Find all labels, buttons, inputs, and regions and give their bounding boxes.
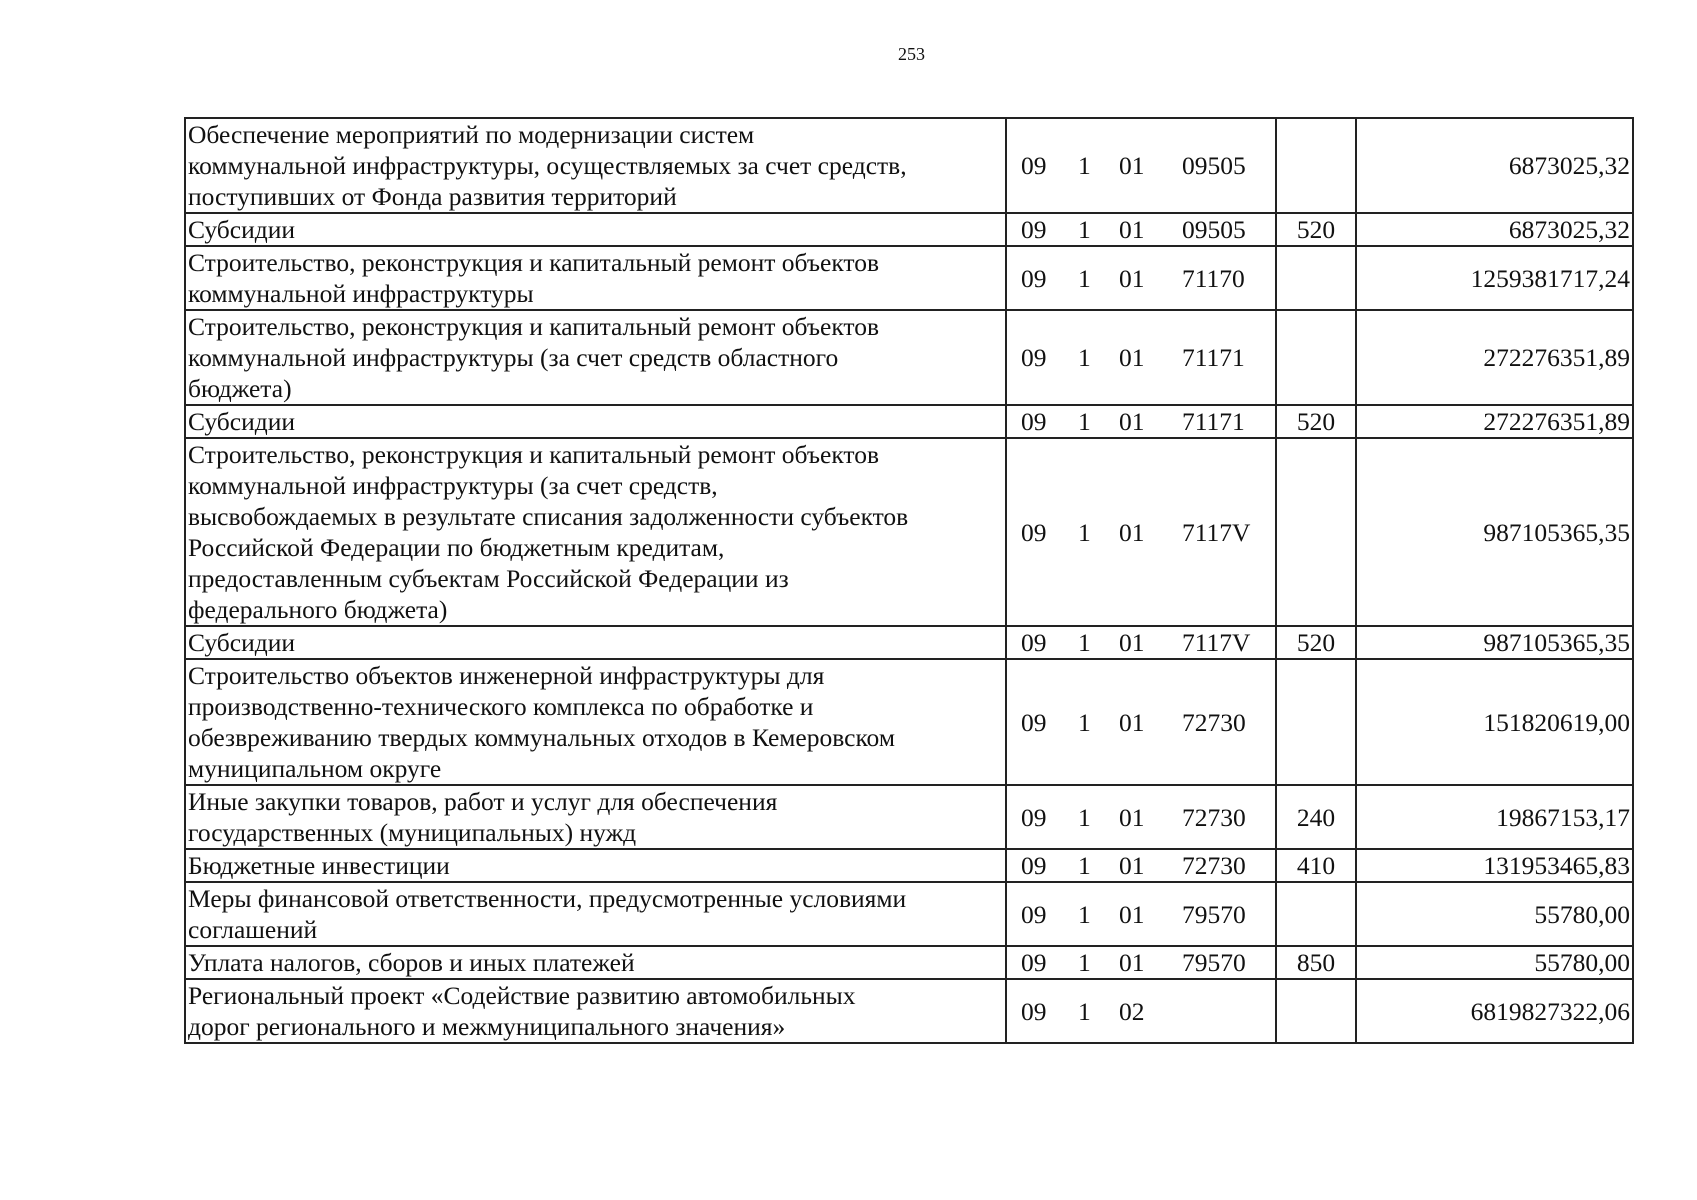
event-code: 01	[1119, 948, 1145, 977]
subprogram-code: 1	[1078, 343, 1091, 372]
expense-type-code: 520	[1276, 626, 1356, 659]
direction-code: 71171	[1182, 407, 1245, 436]
table-row	[185, 785, 1633, 849]
event-code: 02	[1119, 996, 1145, 1026]
row-name: Строительство объектов инженерной инфраструктуры для производственно-технического комплекса по обработке и обезвреживанию твердых коммунальных отходов в Кемеровском муниципальном округе	[188, 661, 895, 783]
subprogram-code: 1	[1078, 899, 1091, 929]
row-code-cell	[1006, 213, 1276, 246]
row-name: Строительство, реконструкция и капитальный ремонт объектов коммунальной инфраструктуры (за счет средств, высвобождаемых в результате списания задолженности субъектов Российской Федерации по бюджетным кредитам, предоставленным субъектам Российской Федерации из федерального бюджета)	[188, 440, 909, 624]
program-code: 09	[1021, 996, 1047, 1026]
program-code: 09	[1021, 517, 1047, 547]
row-name: Строительство, реконструкция и капитальный ремонт объектов коммунальной инфраструктуры	[188, 248, 880, 308]
row-code-cell	[1006, 626, 1276, 659]
expense-type-code: 240	[1276, 785, 1356, 849]
expense-type-code	[1276, 118, 1356, 213]
subprogram-code: 1	[1078, 215, 1091, 244]
table-row	[185, 310, 1633, 405]
subprogram-code: 1	[1078, 802, 1091, 832]
row-name: Иные закупки товаров, работ и услуг для обеспечения государственных (муниципальных) нужд	[188, 787, 778, 847]
expense-type-code	[1276, 882, 1356, 946]
amount: 19867153,17	[1356, 785, 1633, 849]
table-row	[185, 849, 1633, 882]
event-code: 01	[1119, 151, 1145, 180]
row-name-cell	[185, 626, 1006, 659]
event-code: 01	[1119, 517, 1145, 547]
budget-table	[184, 117, 1634, 1044]
expense-type-code	[1276, 659, 1356, 785]
expense-type-code	[1276, 979, 1356, 1043]
row-name-cell	[185, 438, 1006, 626]
row-code-cell	[1006, 246, 1276, 310]
expense-type-code: 410	[1276, 849, 1356, 882]
program-code: 09	[1021, 707, 1047, 737]
row-name-cell	[185, 246, 1006, 310]
table-row	[185, 118, 1633, 213]
event-code: 01	[1119, 343, 1145, 372]
table-row	[185, 246, 1633, 310]
table-row	[185, 438, 1633, 626]
event-code: 01	[1119, 628, 1145, 657]
table-row	[185, 213, 1633, 246]
event-code: 01	[1119, 802, 1145, 832]
subprogram-code: 1	[1078, 151, 1091, 180]
expense-type-code: 850	[1276, 946, 1356, 979]
row-name: Меры финансовой ответственности, предусмотренные условиями соглашений	[188, 884, 907, 944]
row-code-cell	[1006, 405, 1276, 438]
event-code: 01	[1119, 899, 1145, 929]
table-row	[185, 659, 1633, 785]
event-code: 01	[1119, 707, 1145, 737]
expense-type-code	[1276, 438, 1356, 626]
direction-code: 71171	[1182, 343, 1245, 372]
subprogram-code: 1	[1078, 263, 1091, 293]
table-row	[185, 946, 1633, 979]
amount: 1259381717,24	[1356, 246, 1633, 310]
direction-code: 7117V	[1182, 517, 1251, 547]
event-code: 01	[1119, 215, 1145, 244]
row-code-cell	[1006, 785, 1276, 849]
program-code: 09	[1021, 151, 1047, 180]
program-code: 09	[1021, 948, 1047, 977]
row-code-cell	[1006, 882, 1276, 946]
amount: 272276351,89	[1356, 310, 1633, 405]
amount: 6873025,32	[1356, 213, 1633, 246]
row-name-cell	[185, 849, 1006, 882]
table-row	[185, 979, 1633, 1043]
row-code-cell	[1006, 979, 1276, 1043]
subprogram-code: 1	[1078, 851, 1091, 880]
amount: 987105365,35	[1356, 626, 1633, 659]
amount: 272276351,89	[1356, 405, 1633, 438]
direction-code: 7117V	[1182, 628, 1251, 657]
row-name-cell	[185, 882, 1006, 946]
row-name-cell	[185, 213, 1006, 246]
amount: 55780,00	[1356, 946, 1633, 979]
program-code: 09	[1021, 851, 1047, 880]
program-code: 09	[1021, 802, 1047, 832]
row-code-cell	[1006, 438, 1276, 626]
row-name-cell	[185, 310, 1006, 405]
program-code: 09	[1021, 628, 1047, 657]
row-name: Субсидии	[188, 628, 295, 657]
amount: 151820619,00	[1356, 659, 1633, 785]
row-name: Региональный проект «Содействие развитию автомобильных дорог регионального и межмуниципального значения»	[188, 981, 856, 1041]
amount: 55780,00	[1356, 882, 1633, 946]
amount: 6819827322,06	[1356, 979, 1633, 1043]
program-code: 09	[1021, 343, 1047, 372]
direction-code: 72730	[1182, 707, 1246, 737]
table-row	[185, 882, 1633, 946]
row-name: Уплата налогов, сборов и иных платежей	[188, 948, 635, 977]
row-name-cell	[185, 946, 1006, 979]
row-code-cell	[1006, 659, 1276, 785]
table-row	[185, 626, 1633, 659]
direction-code: 72730	[1182, 851, 1246, 880]
row-name: Бюджетные инвестиции	[188, 851, 450, 880]
row-name-cell	[185, 405, 1006, 438]
program-code: 09	[1021, 407, 1047, 436]
subprogram-code: 1	[1078, 407, 1091, 436]
row-name-cell	[185, 979, 1006, 1043]
subprogram-code: 1	[1078, 517, 1091, 547]
row-name: Строительство, реконструкция и капитальный ремонт объектов коммунальной инфраструктуры (за счет средств областного бюджета)	[188, 312, 880, 403]
program-code: 09	[1021, 263, 1047, 293]
row-name: Субсидии	[188, 215, 295, 244]
expense-type-code	[1276, 246, 1356, 310]
program-code: 09	[1021, 899, 1047, 929]
amount: 987105365,35	[1356, 438, 1633, 626]
direction-code: 79570	[1182, 899, 1246, 929]
row-name-cell	[185, 659, 1006, 785]
table-row	[185, 405, 1633, 438]
expense-type-code: 520	[1276, 405, 1356, 438]
row-code-cell	[1006, 849, 1276, 882]
direction-code: 71170	[1182, 263, 1245, 293]
row-code-cell	[1006, 118, 1276, 213]
subprogram-code: 1	[1078, 628, 1091, 657]
amount: 131953465,83	[1356, 849, 1633, 882]
subprogram-code: 1	[1078, 707, 1091, 737]
direction-code: 79570	[1182, 948, 1246, 977]
row-name-cell	[185, 118, 1006, 213]
row-name-cell	[185, 785, 1006, 849]
amount: 6873025,32	[1356, 118, 1633, 213]
direction-code: 09505	[1182, 215, 1246, 244]
row-code-cell	[1006, 310, 1276, 405]
row-name: Обеспечение мероприятий по модернизации систем коммунальной инфраструктуры, осуществляемых за счет средств, поступивших от Фонда развития территорий	[188, 120, 907, 211]
row-name: Субсидии	[188, 407, 295, 436]
event-code: 01	[1119, 407, 1145, 436]
direction-code: 09505	[1182, 151, 1246, 180]
subprogram-code: 1	[1078, 996, 1091, 1026]
program-code: 09	[1021, 215, 1047, 244]
row-code-cell	[1006, 946, 1276, 979]
subprogram-code: 1	[1078, 948, 1091, 977]
expense-type-code: 520	[1276, 213, 1356, 246]
event-code: 01	[1119, 851, 1145, 880]
event-code: 01	[1119, 263, 1145, 293]
page-number: 253	[898, 44, 925, 64]
direction-code: 72730	[1182, 802, 1246, 832]
expense-type-code	[1276, 310, 1356, 405]
